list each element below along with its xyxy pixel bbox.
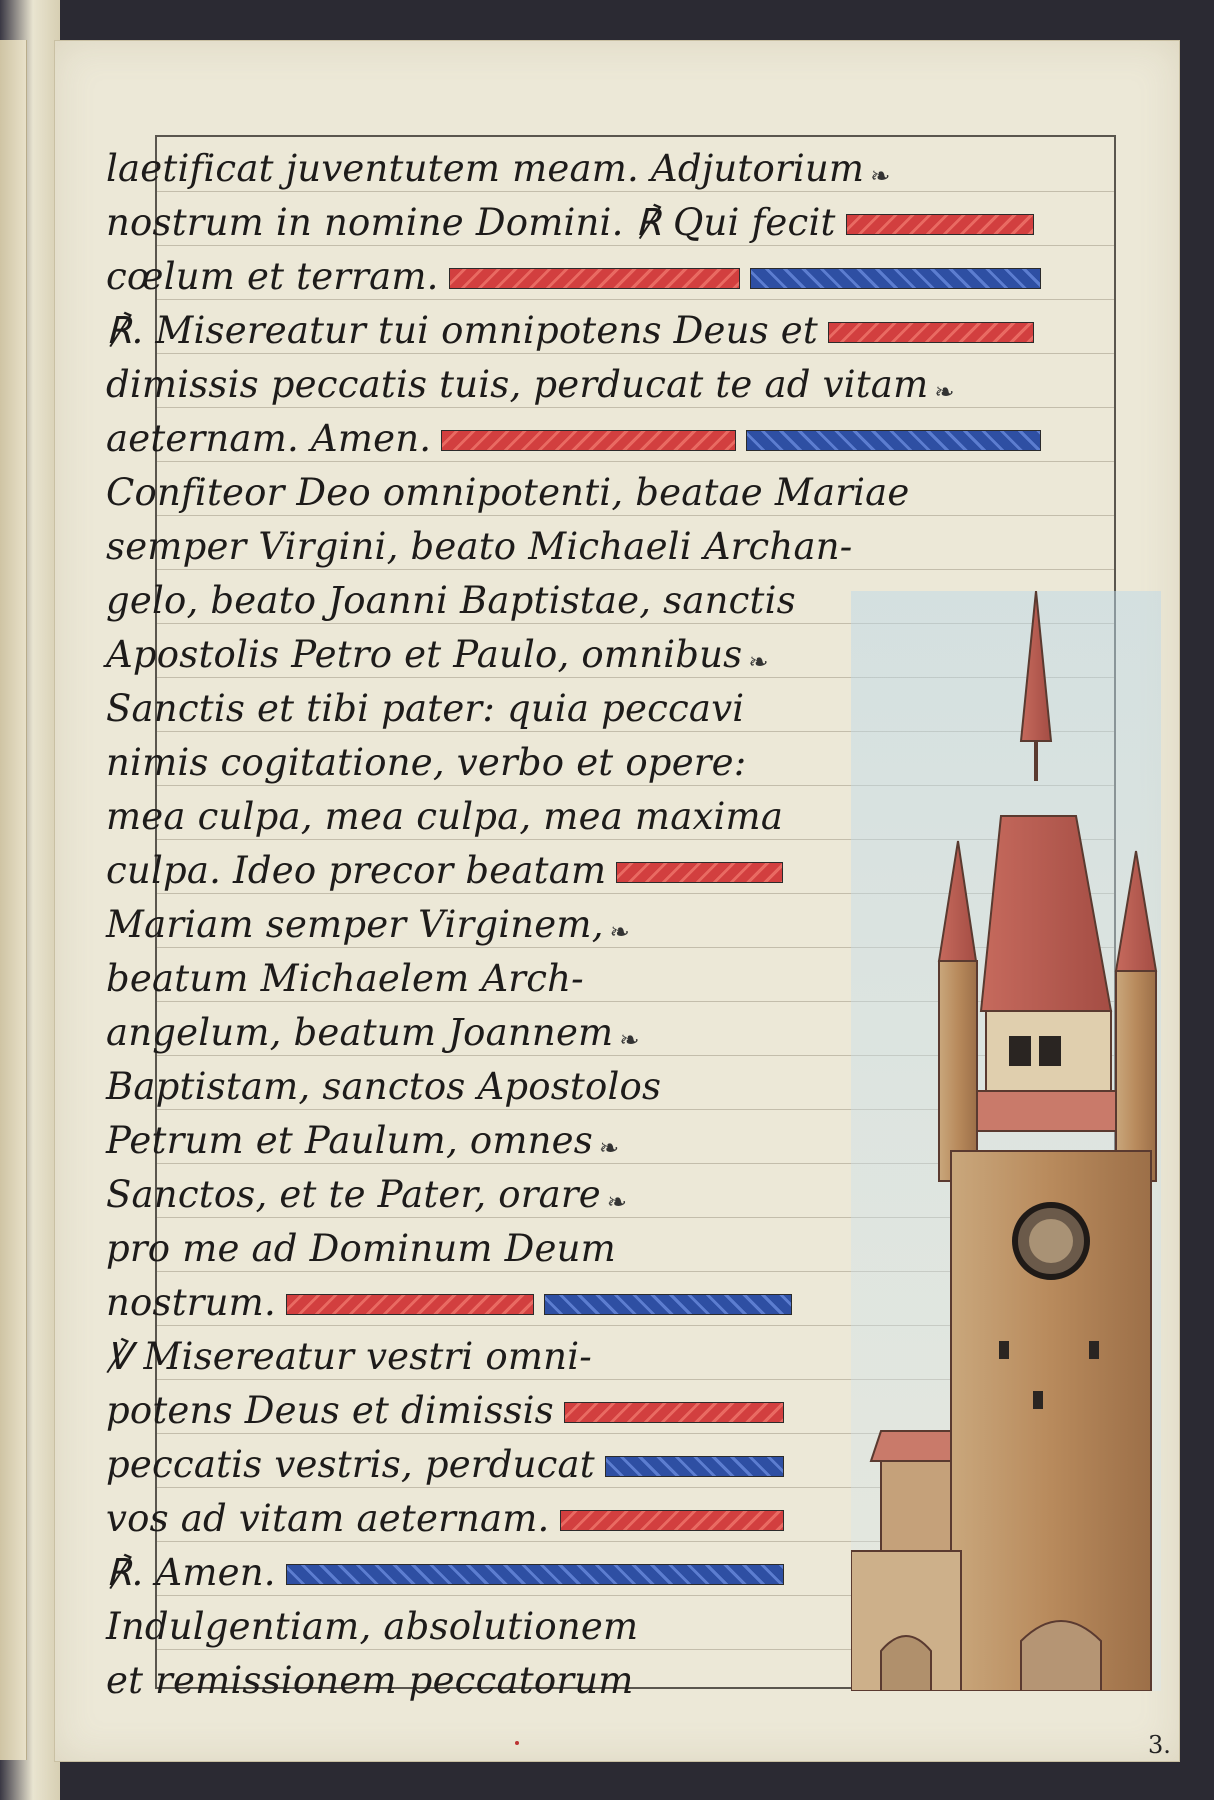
manuscript-line (106, 352, 955, 406)
manuscript-line (106, 1540, 784, 1594)
manuscript-line (106, 892, 630, 946)
manuscript-line (106, 568, 796, 622)
red-line-filler-bar (286, 1294, 534, 1315)
line-text: Indulgentiam, absolutionem (106, 1605, 639, 1648)
ink-mark (515, 1741, 519, 1745)
manuscript-line (106, 838, 783, 892)
red-line-filler-bar (846, 214, 1034, 235)
manuscript-line (106, 1594, 638, 1648)
blue-line-filler-bar (750, 268, 1041, 289)
manuscript-line (106, 1054, 661, 1108)
manuscript-line (106, 784, 783, 838)
blue-line-filler-bar (605, 1456, 784, 1477)
line-text: mea culpa, mea culpa, mea maxima (106, 795, 784, 838)
line-text: semper Virgini, beato Michaeli Archan- (106, 525, 853, 568)
red-line-filler-bar (441, 430, 736, 451)
manuscript-line (106, 136, 891, 190)
line-text: Apostolis Petro et Paulo, omnibus (106, 633, 743, 676)
line-text: gelo, beato Joanni Baptistae, sanctis (106, 579, 796, 622)
line-text: pro me ad Dominum Deum (106, 1227, 616, 1270)
manuscript-line (106, 946, 584, 1000)
blue-line-filler-bar (746, 430, 1041, 451)
line-text: Mariam semper Virginem, (106, 903, 604, 946)
red-line-filler-bar (560, 1510, 784, 1531)
manuscript-line (106, 622, 769, 676)
blue-line-filler-bar (544, 1294, 792, 1315)
flourish-icon: ❧ (619, 1026, 640, 1054)
line-text: peccatis vestris, perducat (106, 1443, 595, 1486)
line-text: dimissis peccatis tuis, perducat te ad vitam (106, 363, 929, 406)
line-text: ℟. Amen. (106, 1551, 276, 1594)
flourish-icon: ❧ (870, 162, 891, 190)
line-text: cœlum et terram. (106, 255, 439, 298)
red-line-filler-bar (449, 268, 740, 289)
manuscript-line (106, 406, 1041, 460)
manuscript-line (106, 1648, 634, 1702)
manuscript-line (106, 1162, 627, 1216)
flourish-icon: ❧ (609, 918, 630, 946)
line-text: nostrum in nomine Domini. ℟ Qui fecit (106, 201, 836, 244)
manuscript-line (106, 190, 1034, 244)
manuscript-line (106, 1000, 640, 1054)
clock-tower-illustration (851, 591, 1161, 1691)
manuscript-line (106, 460, 909, 514)
flourish-icon: ❧ (934, 378, 955, 406)
manuscript-line (106, 730, 746, 784)
line-text: aeternam. Amen. (106, 417, 432, 460)
line-text: Sanctos, et te Pater, orare (106, 1173, 601, 1216)
line-text: Sanctis et tibi pater: quia peccavi (106, 687, 745, 730)
line-text: Baptistam, sanctos Apostolos (106, 1065, 662, 1108)
manuscript-line (106, 1270, 792, 1324)
line-text: nimis cogitatione, verbo et opere: (106, 741, 747, 784)
line-text: vos ad vitam aeternam. (106, 1497, 550, 1540)
line-text: angelum, beatum Joannem (106, 1011, 614, 1054)
manuscript-line (106, 1486, 784, 1540)
manuscript-line (106, 1378, 784, 1432)
line-text: culpa. Ideo precor beatam (106, 849, 607, 892)
flourish-icon: ❧ (598, 1134, 620, 1162)
line-text: laetificat juventutem meam. Adjutorium (106, 147, 865, 190)
page-number: 3. (1148, 1731, 1171, 1759)
red-line-filler-bar (616, 862, 783, 883)
line-text: beatum Michaelem Arch- (106, 957, 584, 1000)
line-text: Petrum et Paulum, omnes (106, 1119, 593, 1162)
manuscript-line (106, 676, 744, 730)
manuscript-line (106, 1216, 616, 1270)
red-line-filler-bar (828, 322, 1034, 343)
blue-line-filler-bar (286, 1564, 784, 1585)
manuscript-line (106, 1324, 592, 1378)
previous-page-edge (0, 40, 27, 1760)
line-text: potens Deus et dimissis (106, 1389, 554, 1432)
flourish-icon: ❧ (606, 1188, 628, 1216)
line-text: nostrum. (106, 1281, 276, 1324)
line-text: ℟. Misereatur tui omnipotens Deus et (106, 309, 818, 352)
manuscript-line (106, 1432, 784, 1486)
manuscript-line (106, 514, 852, 568)
manuscript-line (106, 298, 1034, 352)
flourish-icon: ❧ (748, 648, 769, 676)
manuscript-line (106, 1108, 619, 1162)
red-line-filler-bar (564, 1402, 784, 1423)
line-text: Confiteor Deo omnipotenti, beatae Mariae (106, 471, 910, 514)
manuscript-line (106, 244, 1041, 298)
line-text: et remissionem peccatorum (106, 1659, 634, 1702)
line-text: ℣ Misereatur vestri omni- (106, 1335, 592, 1378)
